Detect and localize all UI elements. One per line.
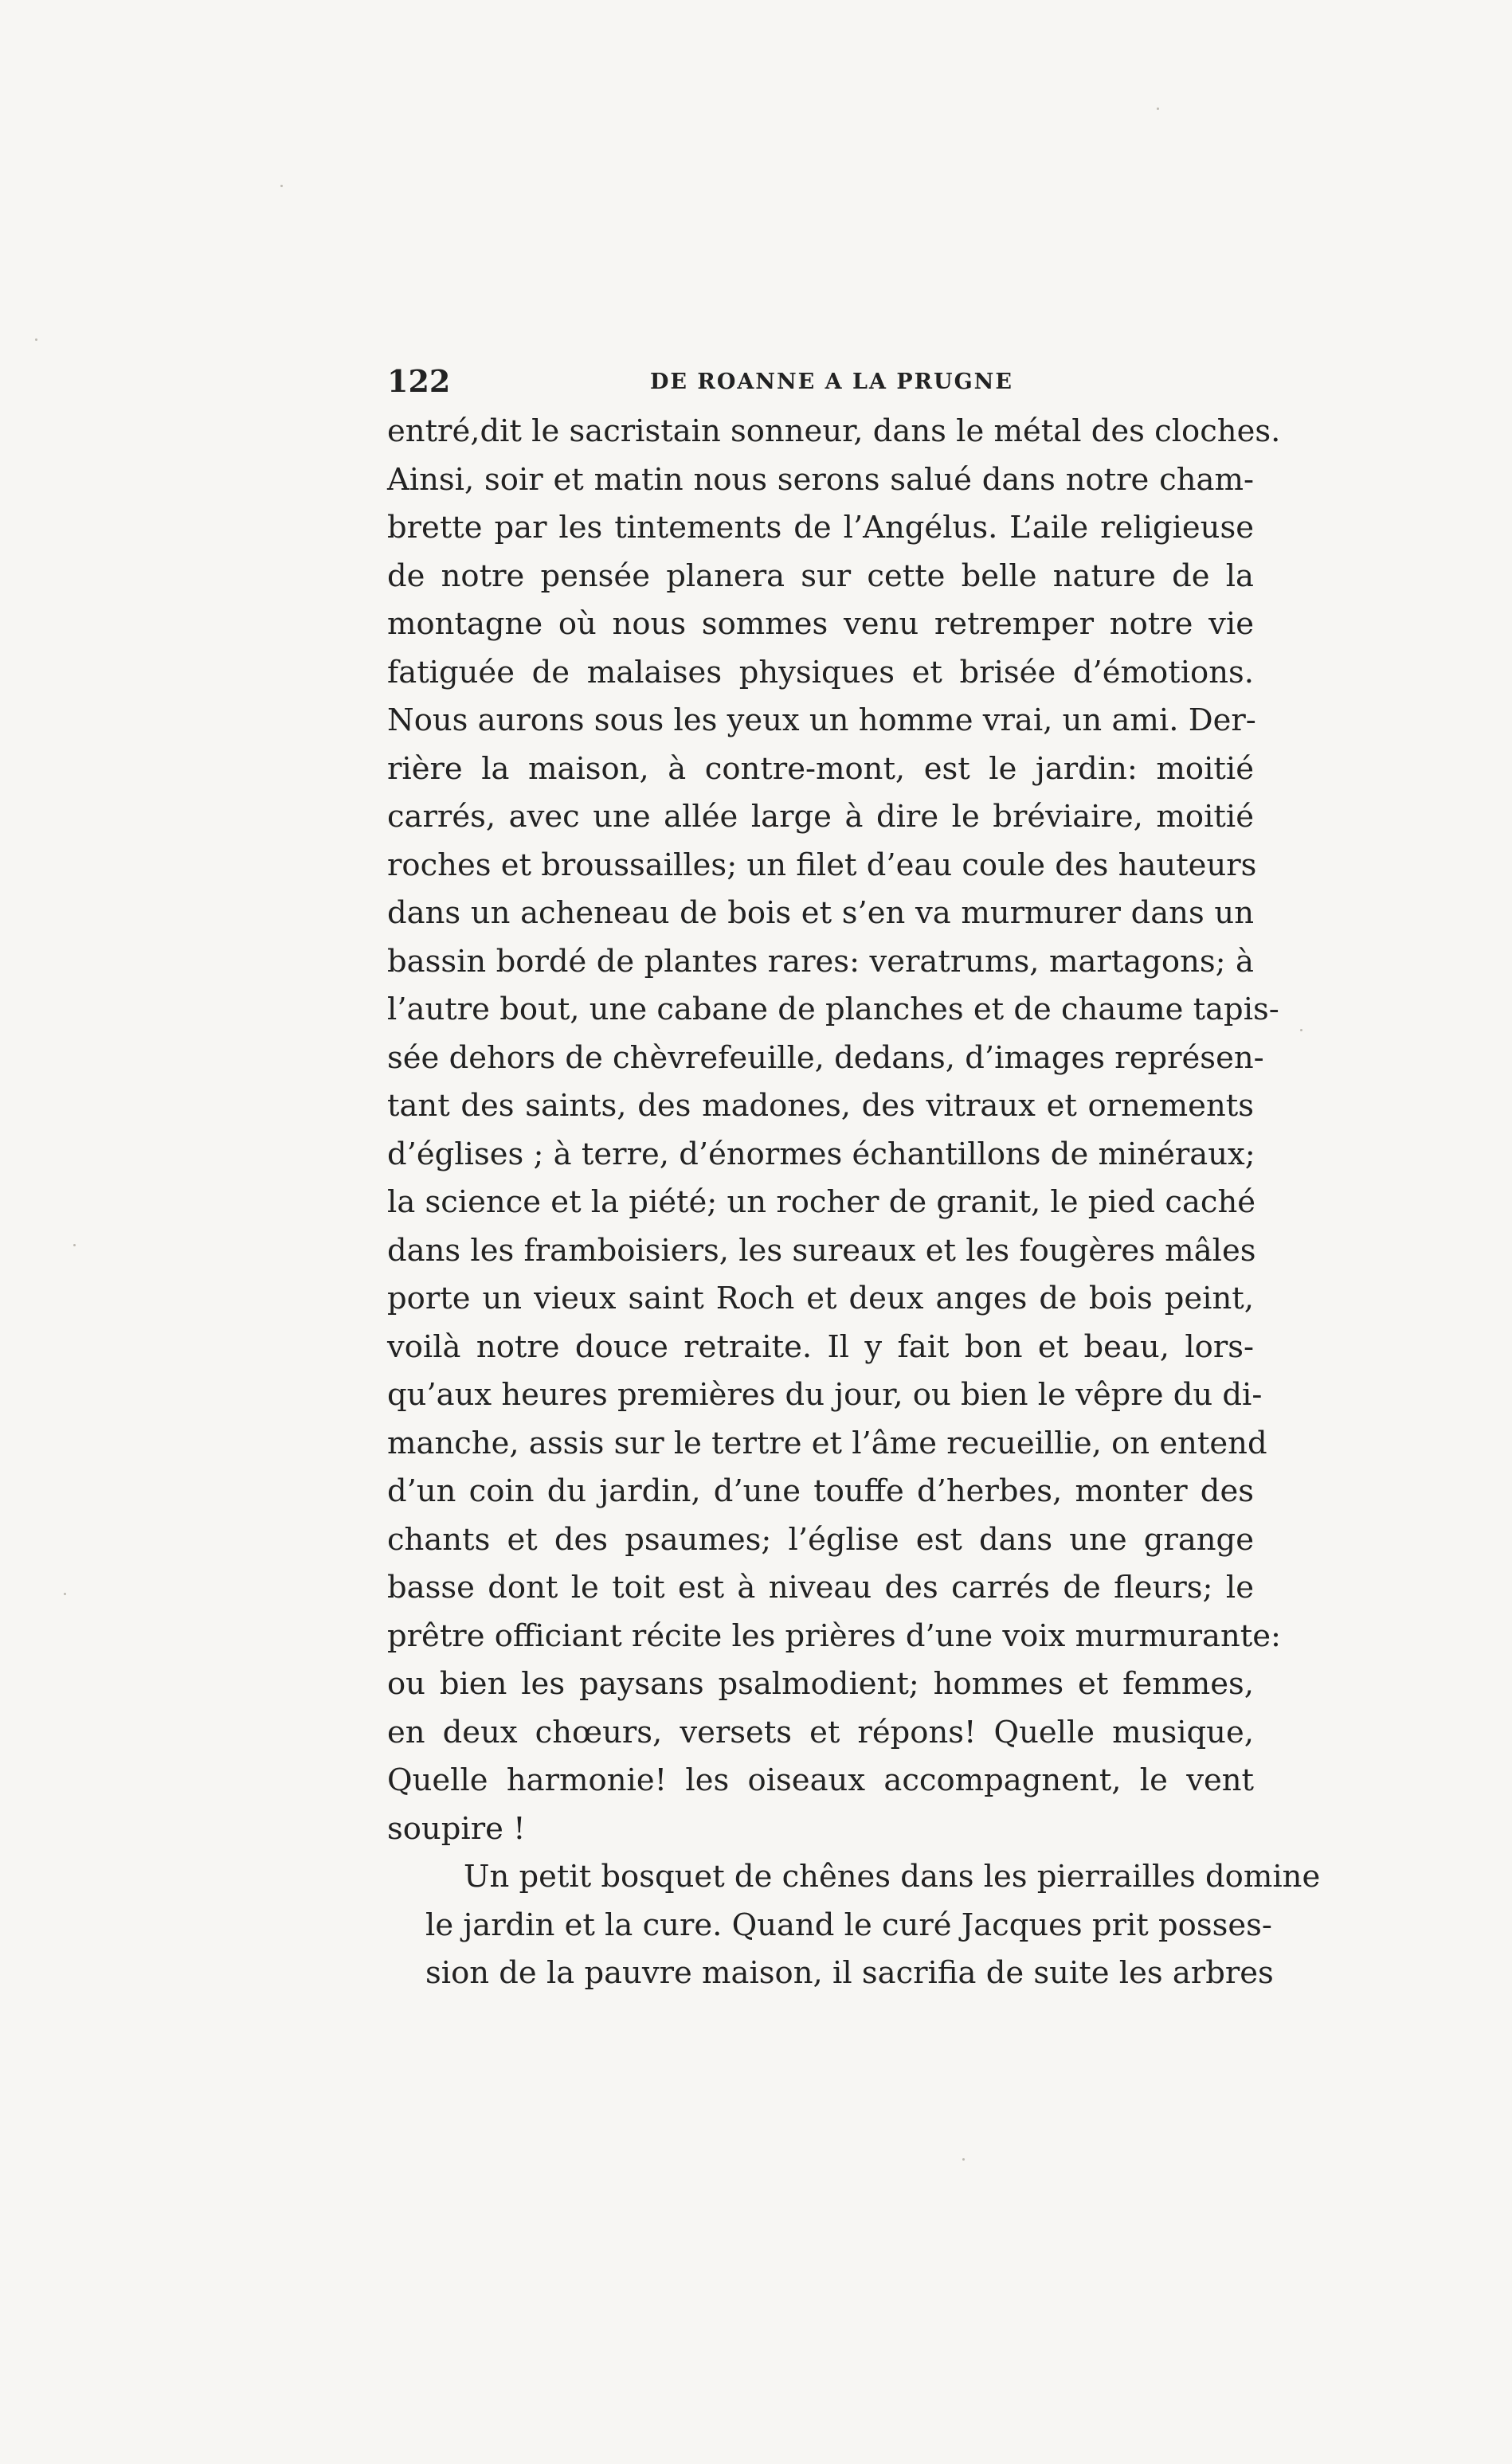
speck xyxy=(1157,108,1159,110)
page-header xyxy=(387,363,1255,411)
text-line: brette par les tintements de l’Angélus. L’aile religieuse xyxy=(387,510,1254,546)
text-line: qu’aux heures premières du jour, ou bien le vêpre du di- xyxy=(387,1377,1263,1413)
text-line: prêtre officiant récite les prières d’une voix murmurante: xyxy=(387,1617,1281,1654)
text-line: sée dehors de chèvrefeuille, dedans, d’images représen- xyxy=(387,1039,1264,1076)
text-line: chants et des psaumes; l’église est dans une grange xyxy=(387,1521,1254,1558)
speck xyxy=(64,1593,66,1595)
text-line: soupire ! xyxy=(387,1810,526,1847)
text-line: entré,dit le sacristain sonneur, dans le métal des cloches. xyxy=(387,413,1281,449)
speck xyxy=(962,2158,965,2161)
text-line: dans un acheneau de bois et s’en va murmurer dans un xyxy=(387,895,1254,931)
text-line: l’autre bout, une cabane de planches et de chaume tapis- xyxy=(387,991,1279,1027)
text-line: manche, assis sur le tertre et l’âme recueillie, on entend xyxy=(387,1425,1267,1461)
text-line: en deux chœurs, versets et répons! Quelle musique, xyxy=(387,1714,1254,1750)
text-line: bassin bordé de plantes rares: veratrums, martagons; à xyxy=(387,943,1254,980)
paragraph-1 xyxy=(387,408,1281,1853)
text-line: de notre pensée planera sur cette belle nature de la xyxy=(387,557,1254,594)
text-line: Ainsi, soir et matin nous serons salué dans notre cham- xyxy=(387,461,1254,498)
page-number: 122 xyxy=(387,363,451,399)
text-line: Un petit bosquet de chênes dans les pierrailles domine xyxy=(464,1859,1321,1895)
text-line: fatiguée de malaises physiques et brisée d’émotions. xyxy=(387,654,1254,690)
text-line: la science et la piété; un rocher de granit, le pied caché xyxy=(387,1184,1256,1220)
paragraph-2 xyxy=(387,1853,1321,1998)
text-line: d’églises ; à terre, d’énormes échantillons de minéraux; xyxy=(387,1136,1255,1172)
speck xyxy=(73,1244,76,1246)
text-line: sion de la pauvre maison, il sacrifia de suite les arbres xyxy=(425,1955,1274,1991)
text-line: carrés, avec une allée large à dire le bréviaire, moitié xyxy=(387,799,1254,835)
text-line: montagne où nous sommes venu retremper notre vie xyxy=(387,606,1254,642)
text-line: voilà notre douce retraite. Il y fait bon et beau, lors- xyxy=(387,1328,1254,1365)
text-line: d’un coin du jardin, d’une touffe d’herbes, monter des xyxy=(387,1473,1254,1509)
text-line: tant des saints, des madones, des vitraux et ornements xyxy=(387,1088,1254,1124)
speck xyxy=(280,185,283,187)
text-line: ou bien les paysans psalmodient; hommes et femmes, xyxy=(387,1666,1254,1702)
running-title: DE ROANNE A LA PRUGNE xyxy=(650,370,1013,394)
text-line: le jardin et la cure. Quand le curé Jacques prit posses- xyxy=(425,1907,1272,1943)
text-line: Nous aurons sous les yeux un homme vrai, un ami. Der- xyxy=(387,702,1256,738)
text-line: roches et broussailles; un filet d’eau coule des hauteurs xyxy=(387,847,1257,883)
text-line: basse dont le toit est à niveau des carrés de fleurs; le xyxy=(387,1570,1254,1606)
text-line: porte un vieux saint Roch et deux anges de bois peint, xyxy=(387,1281,1254,1316)
speck xyxy=(1300,1029,1302,1031)
text-line: Quelle harmonie! les oiseaux accompagnent, le vent xyxy=(387,1762,1254,1798)
text-line: rière la maison, à contre-mont, est le jardin: moitié xyxy=(387,750,1254,787)
body-text xyxy=(387,408,1321,1998)
text-line: dans les framboisiers, les sureaux et les fougères mâles xyxy=(387,1232,1256,1269)
speck xyxy=(35,338,37,341)
